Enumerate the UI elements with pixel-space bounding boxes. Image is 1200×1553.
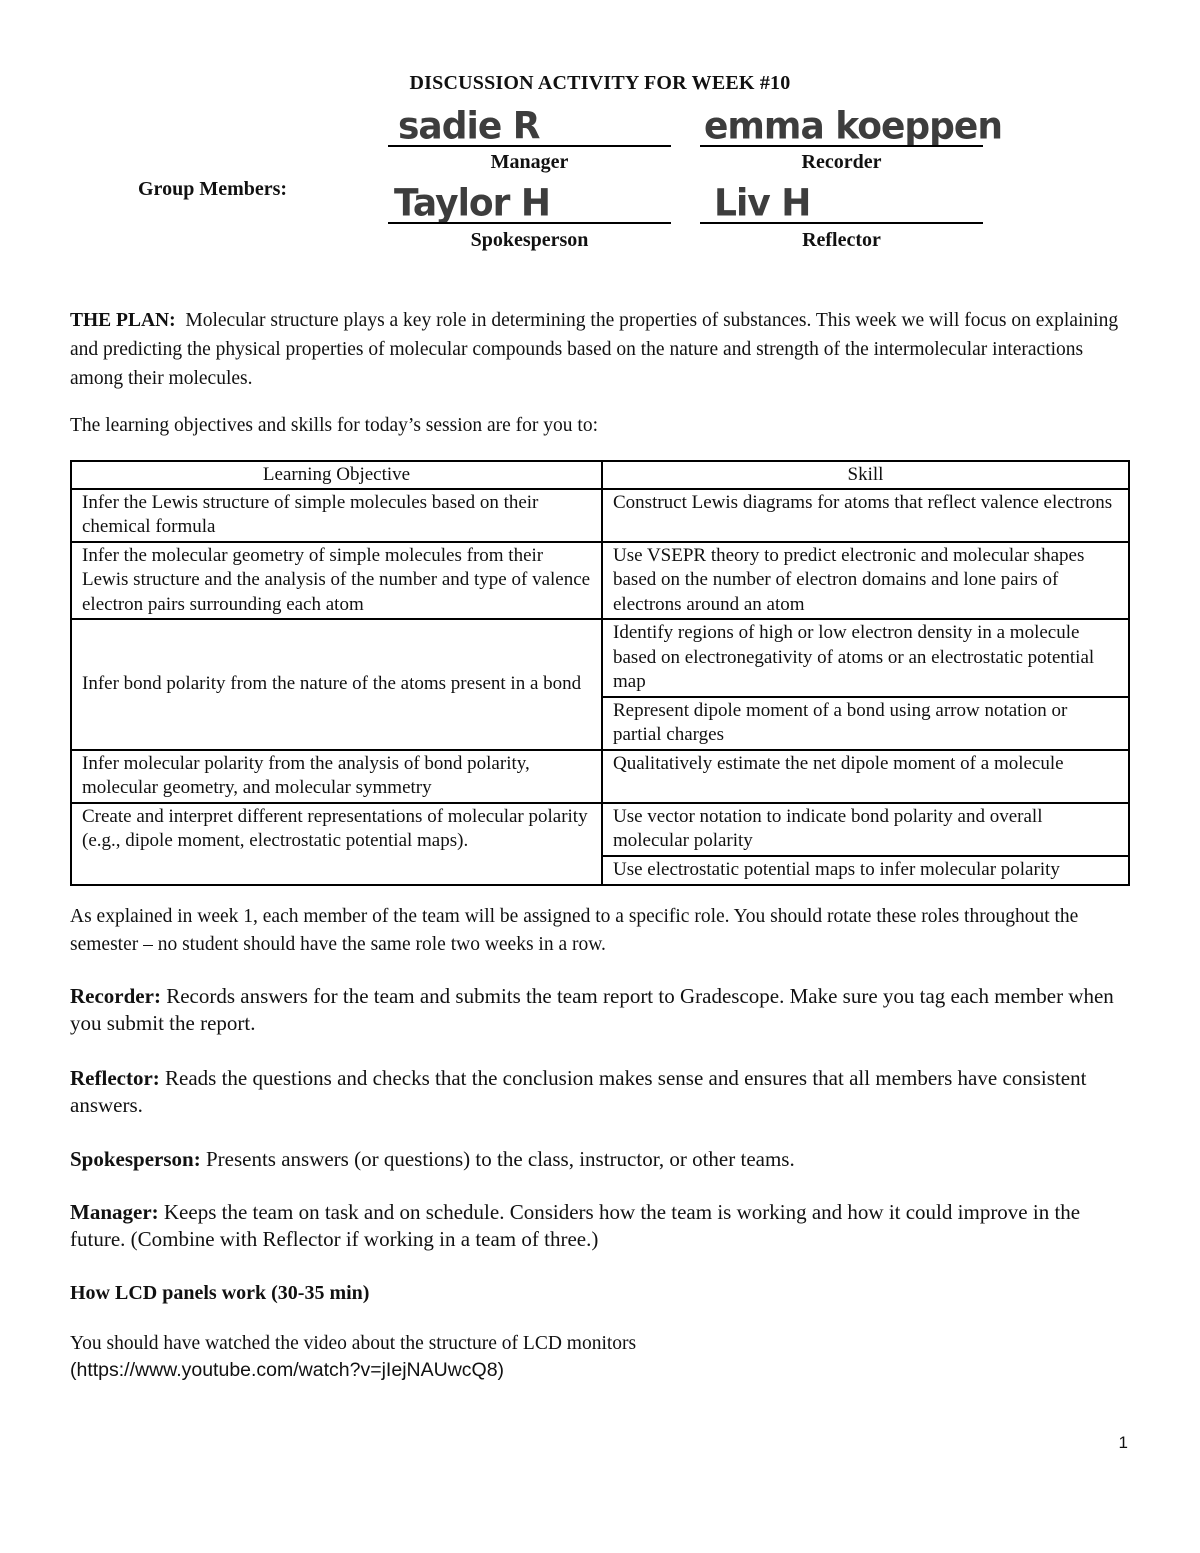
objective-cell: Create and interpret different representations of molecular polarity (e.g., dipole moment, electrostatic potential maps). — [71, 803, 602, 885]
signature-recorder: emma koeppen — [704, 104, 1002, 149]
objective-cell: Infer the molecular geometry of simple molecules from their Lewis structure and the analysis of the number and type of valence electron pairs surrounding each atom — [71, 542, 602, 620]
signature-line-manager — [388, 145, 671, 147]
objectives-intro: The learning objectives and skills for today’s session are for you to: — [70, 415, 599, 436]
table-row — [71, 542, 1129, 620]
role-description-manager — [70, 1199, 1130, 1253]
role-name: Reflector: — [70, 1066, 160, 1090]
signature-reflector: Liv H — [714, 181, 811, 226]
role-description-recorder — [70, 983, 1130, 1037]
role-name: Spokesperson: — [70, 1147, 201, 1171]
table-row — [71, 750, 1129, 803]
page-title: DISCUSSION ACTIVITY FOR WEEK #10 — [409, 72, 791, 94]
role-label-manager: Manager — [490, 151, 569, 173]
role-desc: Keeps the team on task and on schedule. Considers how the team is working and how it could improve in the future. (Combine with Reflector if working in a team of three.) — [70, 1200, 1081, 1251]
section-paragraph — [70, 1331, 1130, 1384]
video-link[interactable]: (https://www.youtube.com/watch?v=jIejNAUwcQ8) — [70, 1359, 505, 1381]
role-label-spokesperson: Spokesperson — [470, 229, 589, 251]
skill-cell: Identify regions of high or low electron density in a molecule based on electronegativity of atoms or an electrostatic potential map — [602, 619, 1129, 697]
role-name: Manager: — [70, 1200, 159, 1224]
role-desc: Records answers for the team and submits the team report to Gradescope. Make sure you tag each member when you submit the report. — [70, 984, 1114, 1035]
table-row — [71, 619, 1129, 697]
plan-text: Molecular structure plays a key role in determining the properties of substances. This week we will focus on explaining and predicting the physical properties of molecular compounds based on the nature and strength of the intermolecular interactions among their molecules. — [70, 310, 1119, 389]
role-desc: Reads the questions and checks that the conclusion makes sense and ensures that all members have consistent answers. — [70, 1066, 1087, 1117]
table-row — [71, 489, 1129, 542]
signature-line-reflector — [700, 222, 983, 224]
objectives-table — [70, 460, 1130, 886]
objective-cell: Infer molecular polarity from the analysis of bond polarity, molecular geometry, and molecular symmetry — [71, 750, 602, 803]
signature-line-recorder — [700, 145, 983, 147]
signature-manager: sadie R — [398, 104, 540, 149]
role-description-reflector — [70, 1065, 1130, 1119]
section-text: You should have watched the video about the structure of LCD monitors — [70, 1333, 637, 1354]
role-description-spokesperson — [70, 1146, 1130, 1173]
signature-line-spokesperson — [388, 222, 671, 224]
plan-label: THE PLAN: — [70, 310, 176, 331]
header-learning-objective: Learning Objective — [71, 461, 602, 489]
skill-cell: Represent dipole moment of a bond using arrow notation or partial charges — [602, 697, 1129, 750]
skill-cell: Construct Lewis diagrams for atoms that reflect valence electrons — [602, 489, 1129, 542]
role-desc: Presents answers (or questions) to the class, instructor, or other teams. — [205, 1147, 795, 1171]
table-header-row — [71, 461, 1129, 489]
signature-spokesperson: Taylor H — [394, 181, 551, 226]
skill-cell: Use vector notation to indicate bond polarity and overall molecular polarity — [602, 803, 1129, 856]
header-skill: Skill — [602, 461, 1129, 489]
skill-cell: Use VSEPR theory to predict electronic and molecular shapes based on the number of electron domains and lone pairs of electrons around an atom — [602, 542, 1129, 620]
skill-cell: Qualitatively estimate the net dipole moment of a molecule — [602, 750, 1129, 803]
skill-cell: Use electrostatic potential maps to infer molecular polarity — [602, 856, 1129, 885]
role-name: Recorder: — [70, 984, 161, 1008]
role-label-recorder: Recorder — [801, 151, 882, 173]
group-members-label: Group Members: — [138, 178, 288, 200]
plan-paragraph — [70, 306, 1130, 393]
roles-intro: As explained in week 1, each member of the team will be assigned to a specific role. You should rotate these roles throughout the semester – no student should have the same role two weeks in a row. — [70, 906, 1079, 955]
page-number: 1 — [1118, 1433, 1128, 1452]
objective-cell: Infer the Lewis structure of simple molecules based on their chemical formula — [71, 489, 602, 542]
objective-cell: Infer bond polarity from the nature of the atoms present in a bond — [71, 619, 602, 750]
role-label-reflector: Reflector — [802, 229, 881, 251]
section-heading: How LCD panels work (30-35 min) — [70, 1282, 370, 1304]
table-row — [71, 803, 1129, 856]
